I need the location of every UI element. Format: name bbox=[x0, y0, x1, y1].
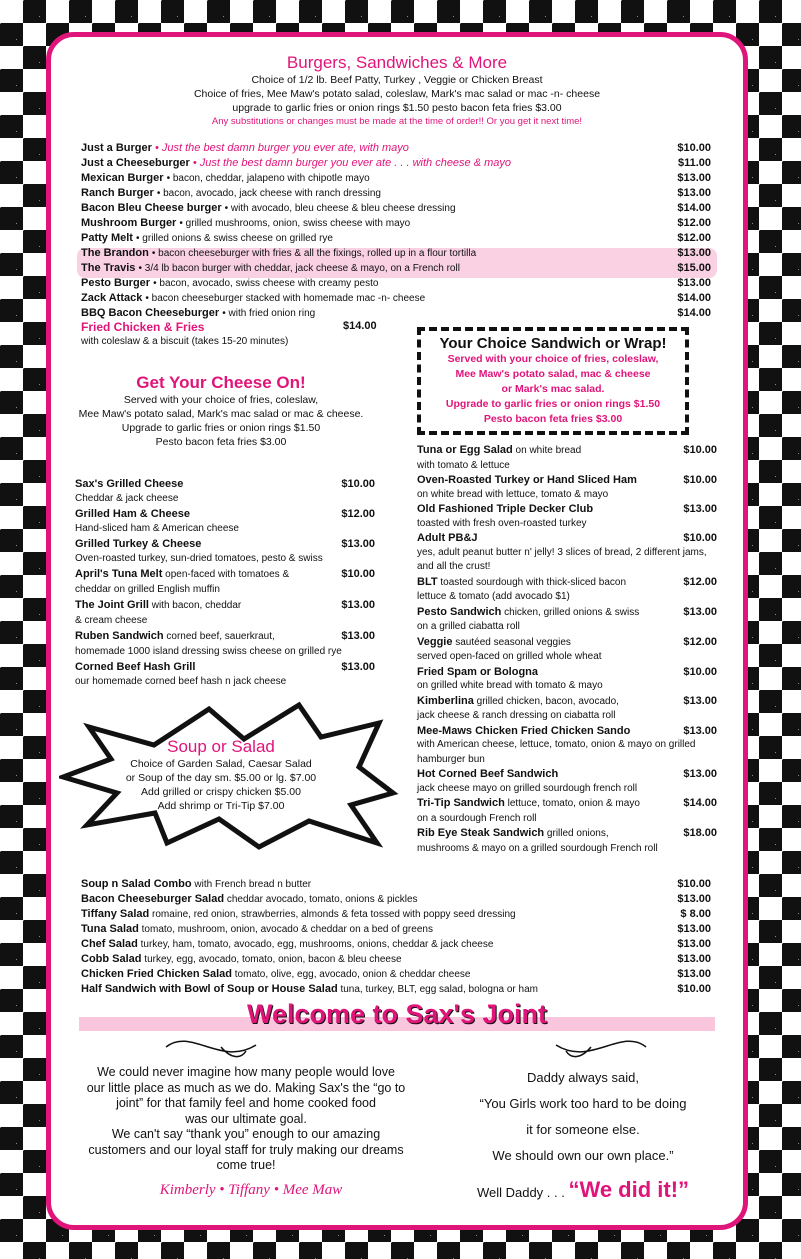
daddy-line: it for someone else. bbox=[526, 1122, 640, 1137]
item-name: Ruben Sandwich bbox=[75, 630, 164, 642]
item-desc: • with fried onion ring bbox=[222, 308, 316, 319]
signature: Kimberly • Tiffany • Mee Maw bbox=[159, 1182, 343, 1198]
item-desc: & cream cheese bbox=[75, 614, 148, 626]
item-extra: with bacon, cheddar bbox=[148, 600, 242, 611]
sandwich-item bbox=[417, 665, 717, 694]
item-name: Oven-Roasted Turkey or Hand Sliced Ham bbox=[417, 474, 637, 486]
item-price: $13.00 bbox=[677, 938, 711, 950]
item-desc: yes, adult peanut butter n' jelly! 3 slices of bread, 2 different jams, and all the crust! bbox=[417, 546, 707, 572]
item-desc: jack cheese & ranch dressing on ciabatta roll bbox=[417, 710, 616, 721]
sandwich-item bbox=[417, 635, 717, 665]
item-price: $10.00 bbox=[683, 444, 717, 456]
item-name: Zack Attack bbox=[81, 292, 143, 304]
cheese-item bbox=[75, 567, 375, 597]
salad-row bbox=[81, 937, 711, 952]
salad-row bbox=[81, 907, 711, 922]
welcome-title: Welcome to Sax's Joint bbox=[246, 999, 547, 1029]
item-price: $15.00 bbox=[677, 262, 711, 274]
item-name: The Brandon bbox=[81, 247, 149, 259]
item-price: $13.00 bbox=[677, 172, 711, 184]
sandwich-item bbox=[417, 767, 717, 796]
item-name: Just a Cheeseburger bbox=[81, 157, 190, 169]
item-name: Corned Beef Hash Grill bbox=[75, 661, 196, 673]
sandwich-item bbox=[417, 694, 717, 724]
item-desc: • Just the best damn burger you ever ate, with mayo bbox=[154, 142, 409, 154]
item-price: $10.00 bbox=[683, 474, 717, 486]
item-desc: • Just the best damn burger you ever ate . . . with cheese & mayo bbox=[192, 157, 512, 169]
burger-row bbox=[81, 276, 711, 291]
menu-panel bbox=[46, 32, 748, 1230]
item-price: $13.00 bbox=[341, 630, 375, 642]
sandwich-item bbox=[417, 531, 717, 575]
salad-row bbox=[81, 952, 711, 967]
cheese-item bbox=[75, 629, 375, 659]
fried-chicken-name: Fried Chicken & Fries bbox=[81, 320, 205, 334]
story-line: was our ultimate goal. bbox=[185, 1111, 307, 1126]
item-desc: • bacon, avocado, swiss cheese with creamy pesto bbox=[153, 278, 379, 289]
cheese-section bbox=[71, 373, 371, 449]
burgers-section bbox=[51, 53, 743, 129]
burger-row bbox=[81, 291, 711, 306]
cheese-item bbox=[75, 660, 375, 689]
item-price: $13.00 bbox=[341, 661, 375, 673]
item-desc: served open-faced on grilled whole wheat bbox=[417, 651, 602, 662]
item-desc: turkey, ham, tomato, avocado, egg, mushrooms, onions, cheddar & jack cheese bbox=[137, 939, 494, 950]
item-price: $13.00 bbox=[677, 923, 711, 935]
item-name: Tuna Salad bbox=[81, 923, 139, 935]
sandwich-item-head bbox=[417, 724, 717, 739]
did-it-text: “We did it!” bbox=[568, 1177, 690, 1202]
item-desc: homemade 1000 island dressing swiss cheese on grilled rye bbox=[75, 645, 342, 657]
item-price: $12.00 bbox=[683, 575, 717, 588]
story-line: We can't say “thank you” enough to our amazing bbox=[111, 1127, 381, 1141]
item-price: $12.00 bbox=[677, 217, 711, 229]
story-line: joint” for that family feel and home cooked food bbox=[116, 1096, 376, 1110]
item-desc: • 3/4 lb bacon burger with cheddar, jack cheese & mayo, on a French roll bbox=[138, 263, 460, 274]
item-extra: on white bread bbox=[512, 445, 582, 456]
item-desc: • bacon cheeseburger with fries & all the fixings, rolled up in a flour tortilla bbox=[151, 248, 477, 259]
cheese-item bbox=[75, 598, 375, 628]
burgers-line: upgrade to garlic fries or onion rings $1.50 pesto bacon feta fries $3.00 bbox=[232, 102, 562, 114]
item-desc: cheddar on grilled English muffin bbox=[75, 583, 220, 595]
item-price: $13.00 bbox=[677, 277, 711, 289]
item-extra: chicken, grilled onions & swiss bbox=[501, 606, 640, 618]
story-line: We could never imagine how many people would love bbox=[97, 1065, 395, 1079]
cheese-line: Pesto bacon feta fries $3.00 bbox=[155, 436, 287, 448]
item-name: Grilled Turkey & Cheese bbox=[75, 538, 202, 550]
story-line: customers and our loyal staff for truly making our dreams bbox=[88, 1142, 404, 1157]
item-price: $13.00 bbox=[677, 187, 711, 199]
item-name: Just a Burger bbox=[81, 142, 152, 154]
flourish-left-icon bbox=[161, 1027, 261, 1067]
well-daddy bbox=[451, 1177, 715, 1203]
sandwich-item-head bbox=[417, 665, 717, 680]
item-price: $ 8.00 bbox=[680, 908, 711, 920]
item-name: Chicken Fried Chicken Salad bbox=[81, 968, 232, 980]
item-desc: with American cheese, lettuce, tomato, onion & mayo on grilled hamburger bun bbox=[417, 739, 696, 765]
soup-title: Soup or Salad bbox=[167, 737, 275, 756]
item-desc: mushrooms & mayo on a grilled sourdough French roll bbox=[417, 842, 658, 854]
item-price: $13.00 bbox=[683, 724, 717, 737]
item-price: $13.00 bbox=[677, 953, 711, 965]
cheese-item-head bbox=[75, 598, 375, 614]
item-price: $12.00 bbox=[683, 635, 717, 648]
cheese-item bbox=[75, 537, 375, 566]
item-price: $14.00 bbox=[677, 202, 711, 214]
item-extra: open-faced with tomatoes & bbox=[162, 569, 290, 580]
item-name: Soup n Salad Combo bbox=[81, 878, 192, 890]
item-desc: on a grilled ciabatta roll bbox=[417, 621, 520, 632]
sandwich-list bbox=[417, 443, 717, 856]
story-line: come true! bbox=[216, 1158, 276, 1172]
soup-line: Add grilled or crispy chicken $5.00 bbox=[141, 786, 301, 798]
item-extra: toasted sourdough with thick-sliced bacon bbox=[437, 576, 627, 588]
cheese-line: Mee Maw's potato salad, Mark's mac salad or mac & cheese. bbox=[78, 408, 364, 420]
item-desc: • bacon cheeseburger stacked with homemade mac -n- cheese bbox=[145, 293, 426, 304]
salad-row bbox=[81, 922, 711, 937]
item-name: Chef Salad bbox=[81, 938, 138, 950]
item-desc: • bacon, cheddar, jalapeno with chipotle mayo bbox=[166, 173, 370, 184]
item-price: $13.00 bbox=[683, 694, 717, 707]
sandwich-item-head bbox=[417, 575, 717, 591]
item-name: Mushroom Burger bbox=[81, 217, 177, 229]
sandwich-item bbox=[417, 826, 717, 856]
item-name: Grilled Ham & Cheese bbox=[75, 508, 190, 520]
burger-row bbox=[81, 156, 711, 171]
soup-line: or Soup of the day sm. $5.00 or lg. $7.00 bbox=[125, 772, 317, 784]
item-desc: with tomato & lettuce bbox=[417, 459, 510, 471]
item-name: Tuna or Egg Salad bbox=[417, 444, 513, 456]
item-price: $11.00 bbox=[677, 157, 711, 169]
daddy-quote bbox=[451, 1065, 715, 1169]
item-price: $13.00 bbox=[341, 599, 375, 611]
item-price: $10.00 bbox=[341, 568, 375, 580]
sandwich-item bbox=[417, 575, 717, 605]
item-name: Patty Melt bbox=[81, 232, 133, 244]
item-name: Pesto Sandwich bbox=[417, 605, 502, 618]
soup-line: Choice of Garden Salad, Caesar Salad bbox=[130, 758, 312, 770]
flourish-right-icon bbox=[551, 1027, 651, 1067]
cheese-item-head bbox=[75, 629, 375, 645]
item-desc: on a sourdough French roll bbox=[417, 812, 537, 824]
item-desc: tomato, olive, egg, avocado, onion & cheddar cheese bbox=[232, 969, 471, 980]
item-name: The Travis bbox=[81, 262, 136, 274]
well-daddy-text: Well Daddy . . . bbox=[476, 1185, 565, 1200]
item-name: Cobb Salad bbox=[81, 953, 142, 965]
cheese-item bbox=[75, 507, 375, 536]
item-desc: • with avocado, bleu cheese & bleu cheese dressing bbox=[224, 203, 456, 214]
item-name: Half Sandwich with Bowl of Soup or House Salad bbox=[81, 983, 338, 995]
item-price: $14.00 bbox=[677, 307, 711, 319]
item-desc: • grilled onions & swiss cheese on grilled rye bbox=[136, 233, 333, 244]
item-price: $13.00 bbox=[683, 605, 717, 618]
cheese-item-head bbox=[75, 537, 375, 552]
item-price: $14.00 bbox=[677, 292, 711, 304]
burger-row bbox=[81, 201, 711, 216]
burgers-warning: Any substitutions or changes must be made at the time of order!! Or you get it next time! bbox=[211, 116, 583, 127]
salad-row bbox=[81, 967, 711, 982]
story-text bbox=[81, 1065, 411, 1174]
item-name: Tri-Tip Sandwich bbox=[417, 797, 505, 809]
item-desc: on white bread with lettuce, tomato & mayo bbox=[417, 488, 609, 500]
item-name: Tiffany Salad bbox=[81, 908, 150, 920]
item-price: $13.00 bbox=[341, 538, 375, 550]
cheese-item bbox=[75, 477, 375, 506]
fried-chicken-price: $14.00 bbox=[343, 320, 377, 332]
item-price: $12.00 bbox=[677, 232, 711, 244]
item-name: Old Fashioned Triple Decker Club bbox=[417, 503, 594, 515]
item-price: $10.00 bbox=[677, 142, 711, 154]
cheese-item-head bbox=[75, 477, 375, 492]
daddy-line: Daddy always said, bbox=[527, 1070, 639, 1085]
item-name: The Joint Grill bbox=[75, 599, 149, 611]
item-price: $10.00 bbox=[677, 983, 711, 995]
item-price: $18.00 bbox=[683, 827, 717, 839]
item-extra: corned beef, sauerkraut, bbox=[163, 631, 275, 642]
burgers-line: Choice of fries, Mee Maw's potato salad, coleslaw, Mark's mac salad or mac -n- cheese bbox=[193, 88, 601, 100]
burger-row bbox=[81, 231, 711, 246]
item-name: Bacon Cheeseburger Salad bbox=[81, 893, 225, 905]
item-price: $13.00 bbox=[683, 503, 717, 515]
choice-line: Upgrade to garlic fries or onion rings $1.50 bbox=[445, 398, 661, 410]
sandwich-item bbox=[417, 724, 717, 768]
item-name: Mexican Burger bbox=[81, 172, 164, 184]
item-desc: on grilled white bread with tomato & mayo bbox=[417, 680, 603, 691]
item-desc: Cheddar & jack cheese bbox=[75, 492, 179, 504]
choice-line: Mee Maw's potato salad, mac & cheese bbox=[455, 368, 651, 380]
sandwich-item-head bbox=[417, 635, 717, 651]
item-name: Kimberlina bbox=[417, 694, 474, 707]
cheese-item-head bbox=[75, 660, 375, 675]
item-desc: Hand-sliced ham & American cheese bbox=[75, 522, 239, 534]
sandwich-item bbox=[417, 473, 717, 502]
sandwich-item-head bbox=[417, 502, 717, 517]
item-name: Adult PB&J bbox=[417, 532, 478, 544]
item-price: $10.00 bbox=[683, 665, 717, 678]
item-desc: toasted with fresh oven-roasted turkey bbox=[417, 517, 587, 529]
sandwich-item bbox=[417, 796, 717, 826]
item-desc: Oven-roasted turkey, sun-dried tomatoes, pesto & swiss bbox=[75, 552, 323, 564]
fried-chicken-item bbox=[81, 320, 381, 347]
sandwich-item bbox=[417, 443, 717, 473]
burger-row bbox=[81, 261, 711, 276]
cheese-title: Get Your Cheese On! bbox=[136, 373, 306, 392]
burger-row bbox=[81, 141, 711, 156]
item-price: $10.00 bbox=[683, 532, 717, 544]
choice-line: or Mark's mac salad. bbox=[501, 383, 605, 395]
item-desc: tomato, mushroom, onion, avocado & cheddar on a bed of greens bbox=[138, 924, 433, 935]
burger-row bbox=[81, 246, 711, 261]
story-line: our little place as much as we do. Making Sax's the “go to bbox=[86, 1080, 406, 1095]
item-name: BLT bbox=[417, 575, 438, 588]
burger-row bbox=[81, 216, 711, 231]
salad-row bbox=[81, 982, 711, 997]
daddy-line: “You Girls work too hard to be doing bbox=[479, 1096, 687, 1111]
item-price: $14.00 bbox=[683, 797, 717, 809]
burger-row bbox=[81, 186, 711, 201]
item-desc: with French bread n butter bbox=[191, 879, 312, 890]
burger-row bbox=[81, 306, 711, 321]
item-desc: our homemade corned beef hash n jack cheese bbox=[75, 675, 287, 687]
item-name: Mee-Maws Chicken Fried Chicken Sando bbox=[417, 724, 631, 737]
item-price: $10.00 bbox=[677, 878, 711, 890]
soup-line: Add shrimp or Tri-Tip $7.00 bbox=[157, 800, 285, 812]
salad-row bbox=[81, 892, 711, 907]
salad-row bbox=[81, 877, 711, 892]
choice-line: Pesto bacon feta fries $3.00 bbox=[483, 413, 623, 425]
item-extra: grilled onions, bbox=[544, 828, 609, 839]
daddy-line: We should own our own place.” bbox=[492, 1148, 674, 1163]
item-name: Veggie bbox=[417, 635, 453, 648]
soup-section bbox=[91, 737, 351, 813]
item-desc: lettuce & tomato (add avocado $1) bbox=[417, 591, 570, 602]
cheese-line: Upgrade to garlic fries or onion rings $1.50 bbox=[121, 422, 321, 434]
sandwich-item-head bbox=[417, 767, 717, 782]
burgers-line: Choice of 1/2 lb. Beef Patty, Turkey , Veggie or Chicken Breast bbox=[251, 74, 543, 86]
item-price: $13.00 bbox=[677, 247, 711, 259]
item-name: April's Tuna Melt bbox=[75, 568, 163, 580]
item-desc: jack cheese mayo on grilled sourdough french roll bbox=[417, 782, 638, 794]
item-price: $10.00 bbox=[341, 478, 375, 490]
item-extra: sautéed seasonal veggies bbox=[452, 636, 571, 648]
item-desc: cheddar avocado, tomato, onions & pickles bbox=[224, 894, 418, 905]
cheese-list bbox=[75, 477, 375, 690]
sandwich-item-head bbox=[417, 605, 717, 621]
item-name: Rib Eye Steak Sandwich bbox=[417, 827, 545, 839]
cheese-item-head bbox=[75, 507, 375, 522]
item-desc: • grilled mushrooms, onion, swiss cheese with mayo bbox=[179, 218, 411, 229]
sandwich-item-head bbox=[417, 473, 717, 488]
item-desc: tuna, turkey, BLT, egg salad, bologna or ham bbox=[337, 984, 538, 995]
item-price: $13.00 bbox=[683, 768, 717, 780]
sandwich-item bbox=[417, 605, 717, 635]
choice-title: Your Choice Sandwich or Wrap! bbox=[439, 335, 667, 352]
item-name: Sax's Grilled Cheese bbox=[75, 478, 184, 490]
sandwich-item bbox=[417, 502, 717, 531]
cheese-line: Served with your choice of fries, coleslaw, bbox=[123, 394, 319, 406]
choice-box bbox=[417, 327, 689, 435]
sandwich-item-head bbox=[417, 531, 717, 546]
item-price: $12.00 bbox=[341, 508, 375, 520]
item-name: Ranch Burger bbox=[81, 187, 154, 199]
sandwich-item-head bbox=[417, 443, 717, 459]
item-price: $13.00 bbox=[677, 893, 711, 905]
burgers-title: Burgers, Sandwiches & More bbox=[286, 53, 508, 72]
sandwich-item-head bbox=[417, 796, 717, 812]
item-name: Fried Spam or Bologna bbox=[417, 665, 539, 678]
item-extra: grilled chicken, bacon, avocado, bbox=[473, 695, 619, 707]
item-name: Bacon Bleu Cheese burger bbox=[81, 202, 222, 214]
item-name: Hot Corned Beef Sandwich bbox=[417, 768, 559, 780]
item-desc: romaine, red onion, strawberries, almonds & feta tossed with poppy seed dressing bbox=[149, 909, 516, 920]
item-desc: turkey, egg, avocado, tomato, onion, bacon & bleu cheese bbox=[141, 954, 402, 965]
item-extra: lettuce, tomato, onion & mayo bbox=[504, 798, 640, 809]
burger-row bbox=[81, 171, 711, 186]
item-name: Pesto Burger bbox=[81, 277, 151, 289]
sandwich-item-head bbox=[417, 826, 717, 842]
item-price: $13.00 bbox=[677, 968, 711, 980]
item-name: BBQ Bacon Cheeseburger bbox=[81, 307, 220, 319]
choice-line: Served with your choice of fries, coleslaw, bbox=[447, 353, 659, 365]
sandwich-item-head bbox=[417, 694, 717, 710]
fried-chicken-desc: with coleslaw & a biscuit (takes 15-20 minutes) bbox=[81, 336, 289, 347]
cheese-item-head bbox=[75, 567, 375, 583]
item-desc: • bacon, avocado, jack cheese with ranch dressing bbox=[156, 188, 381, 199]
